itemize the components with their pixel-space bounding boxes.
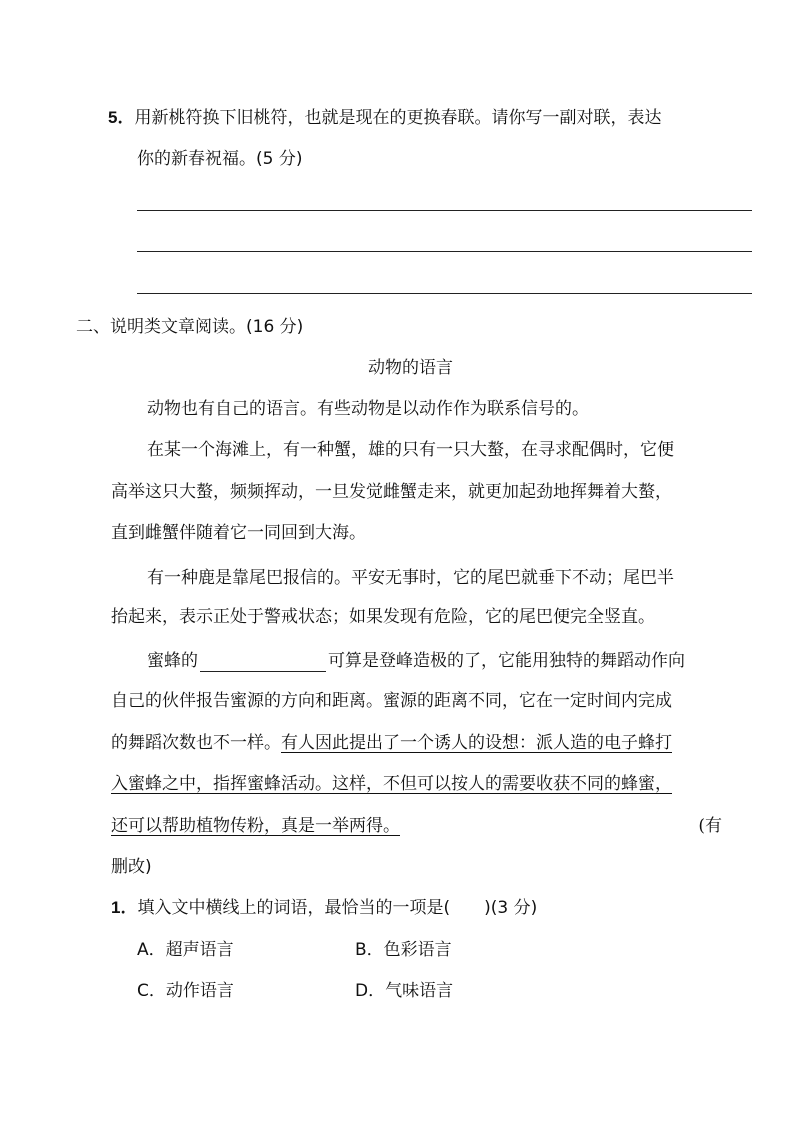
- underlined-sentence-part-3: 还可以帮助植物传粉，真是一举两得。: [111, 816, 400, 836]
- article-paragraph-3-line-2: 抬起来，表示正处于警戒状态；如果发现有危险，它的尾巴便完全竖直。: [111, 607, 655, 627]
- article-paragraph-4-line-3: [111, 732, 672, 754]
- question-5-line-2: 你的新春祝福。(5 分): [137, 149, 303, 169]
- article-paragraph-2-line-1: 在某一个海滩上，有一种蟹，雄的只有一只大螯，在寻求配偶时，它便: [147, 440, 674, 460]
- article-paragraph-4-line-2: 自己的伙伴报告蜜源的方向和距离。蜜源的距离不同，它在一定时间内完成: [111, 691, 672, 711]
- question-1-text: 填入文中横线上的词语，最恰当的一项是( )(3 分): [137, 898, 538, 918]
- option-c-text: 动作语言: [165, 981, 234, 1001]
- answer-line-2[interactable]: [137, 251, 752, 252]
- option-b[interactable]: [355, 939, 452, 961]
- paragraph-4-suffix: 可算是登峰造极的了，它能用独特的舞蹈动作向: [328, 651, 685, 671]
- option-a-label: A．: [137, 940, 166, 960]
- article-paragraph-3-line-1: 有一种鹿是靠尾巴报信的。平安无事时，它的尾巴就垂下不动；尾巴半: [147, 568, 674, 588]
- article-paragraph-4-line-5: [111, 815, 722, 837]
- section-2-heading: 二、说明类文章阅读。(16 分): [76, 317, 304, 337]
- option-a-text: 超声语言: [165, 940, 234, 960]
- answer-line-1[interactable]: [137, 210, 752, 211]
- paragraph-4-prefix: 蜜蜂的: [147, 651, 198, 671]
- question-5-text-1: 用新桃符换下旧桃符，也就是现在的更换春联。请你写一副对联，表达: [134, 108, 662, 128]
- answer-line-3[interactable]: [137, 293, 752, 294]
- article-paragraph-4-line-1: [147, 650, 685, 672]
- paragraph-4-line-3-plain: 的舞蹈次数也不一样。: [111, 733, 281, 753]
- option-c[interactable]: [137, 980, 234, 1002]
- underlined-sentence-part-2: 入蜜蜂之中，指挥蜜蜂活动。这样，不但可以按人的需要收获不同的蜂蜜，: [111, 774, 672, 794]
- option-c-label: C．: [137, 981, 166, 1001]
- article-paragraph-1: 动物也有自己的语言。有些动物是以动作作为联系信号的。: [147, 399, 589, 419]
- underlined-sentence-part-1: 有人因此提出了一个诱人的设想：派人造的电子蜂打: [281, 733, 672, 753]
- option-d[interactable]: [355, 980, 453, 1002]
- option-b-label: B．: [355, 940, 384, 960]
- option-d-text: 气味语言: [385, 981, 454, 1001]
- source-note-part-1: (有: [698, 816, 722, 836]
- option-b-text: 色彩语言: [383, 940, 452, 960]
- article-paragraph-2-line-3: 直到雌蟹伴随着它一同回到大海。: [111, 523, 366, 543]
- option-d-label: D．: [355, 981, 386, 1001]
- question-5-line-1: [108, 107, 661, 129]
- question-1-number: 1．: [111, 898, 138, 917]
- article-title: 动物的语言: [368, 358, 453, 378]
- source-note-part-2: 删改): [111, 857, 152, 877]
- fill-in-blank[interactable]: [200, 653, 326, 672]
- question-5-number: 5．: [108, 108, 135, 127]
- option-a[interactable]: [137, 939, 234, 961]
- article-paragraph-2-line-2: 高举这只大螯，频频挥动，一旦发觉雌蟹走来，就更加起劲地挥舞着大螯，: [111, 482, 672, 502]
- question-1-stem: [111, 897, 537, 919]
